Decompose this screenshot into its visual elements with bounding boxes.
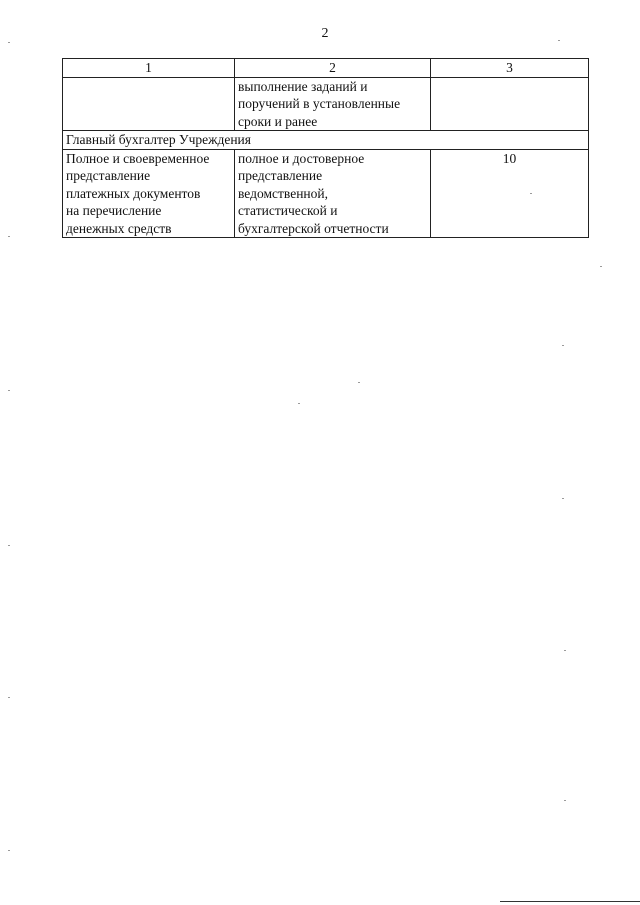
scan-speck (564, 650, 566, 651)
scan-speck (8, 850, 10, 851)
scan-speck (564, 800, 566, 801)
scan-speck (8, 545, 10, 546)
cell-text-line: ведомственной, (238, 185, 328, 201)
scan-speck (562, 345, 564, 346)
table-cell-criterion (235, 149, 431, 238)
section-row (63, 131, 589, 150)
scan-speck (558, 40, 560, 41)
scan-edge-line (500, 901, 640, 902)
table-cell-score: 10 (431, 149, 589, 238)
table-cell-empty (431, 77, 589, 131)
table-cell-indicator (63, 149, 235, 238)
cell-text-line: на перечисление (66, 203, 162, 218)
column-header-1: 1 (63, 59, 235, 78)
scan-speck (8, 42, 10, 43)
column-header-2: 2 (235, 59, 431, 78)
scan-speck (8, 236, 10, 237)
table-row (63, 77, 589, 131)
scan-speck (600, 266, 602, 267)
cell-text-line: денежных средств (66, 220, 172, 236)
table-cell-criterion (235, 77, 431, 131)
table-header-row (63, 59, 589, 78)
scan-speck (8, 697, 10, 698)
cell-text-line: представление (238, 168, 323, 183)
cell-text-line: бухгалтерской отчетности (238, 220, 389, 236)
cell-text-line: поручений в установленные (238, 96, 401, 111)
table-row (63, 149, 589, 238)
cell-text-line: выполнение заданий и (238, 78, 368, 94)
page-number: 2 (321, 26, 329, 41)
table-cell-empty (63, 77, 235, 131)
cell-text-line: платежных документов (66, 185, 201, 201)
scan-speck (298, 403, 300, 404)
criteria-table (62, 58, 589, 238)
section-title: Главный бухгалтер Учреждения (63, 131, 589, 150)
scan-speck (358, 382, 360, 383)
scan-speck (8, 390, 10, 391)
cell-text-line: Полное и своевременное (66, 150, 210, 166)
cell-text-line: статистической и (238, 203, 338, 218)
scan-speck (530, 193, 532, 194)
cell-text-line: сроки и ранее (238, 113, 318, 129)
column-header-3: 3 (431, 59, 589, 78)
cell-text-line: представление (66, 168, 151, 183)
cell-text-line: полное и достоверное (238, 150, 365, 166)
scan-speck (562, 498, 564, 499)
